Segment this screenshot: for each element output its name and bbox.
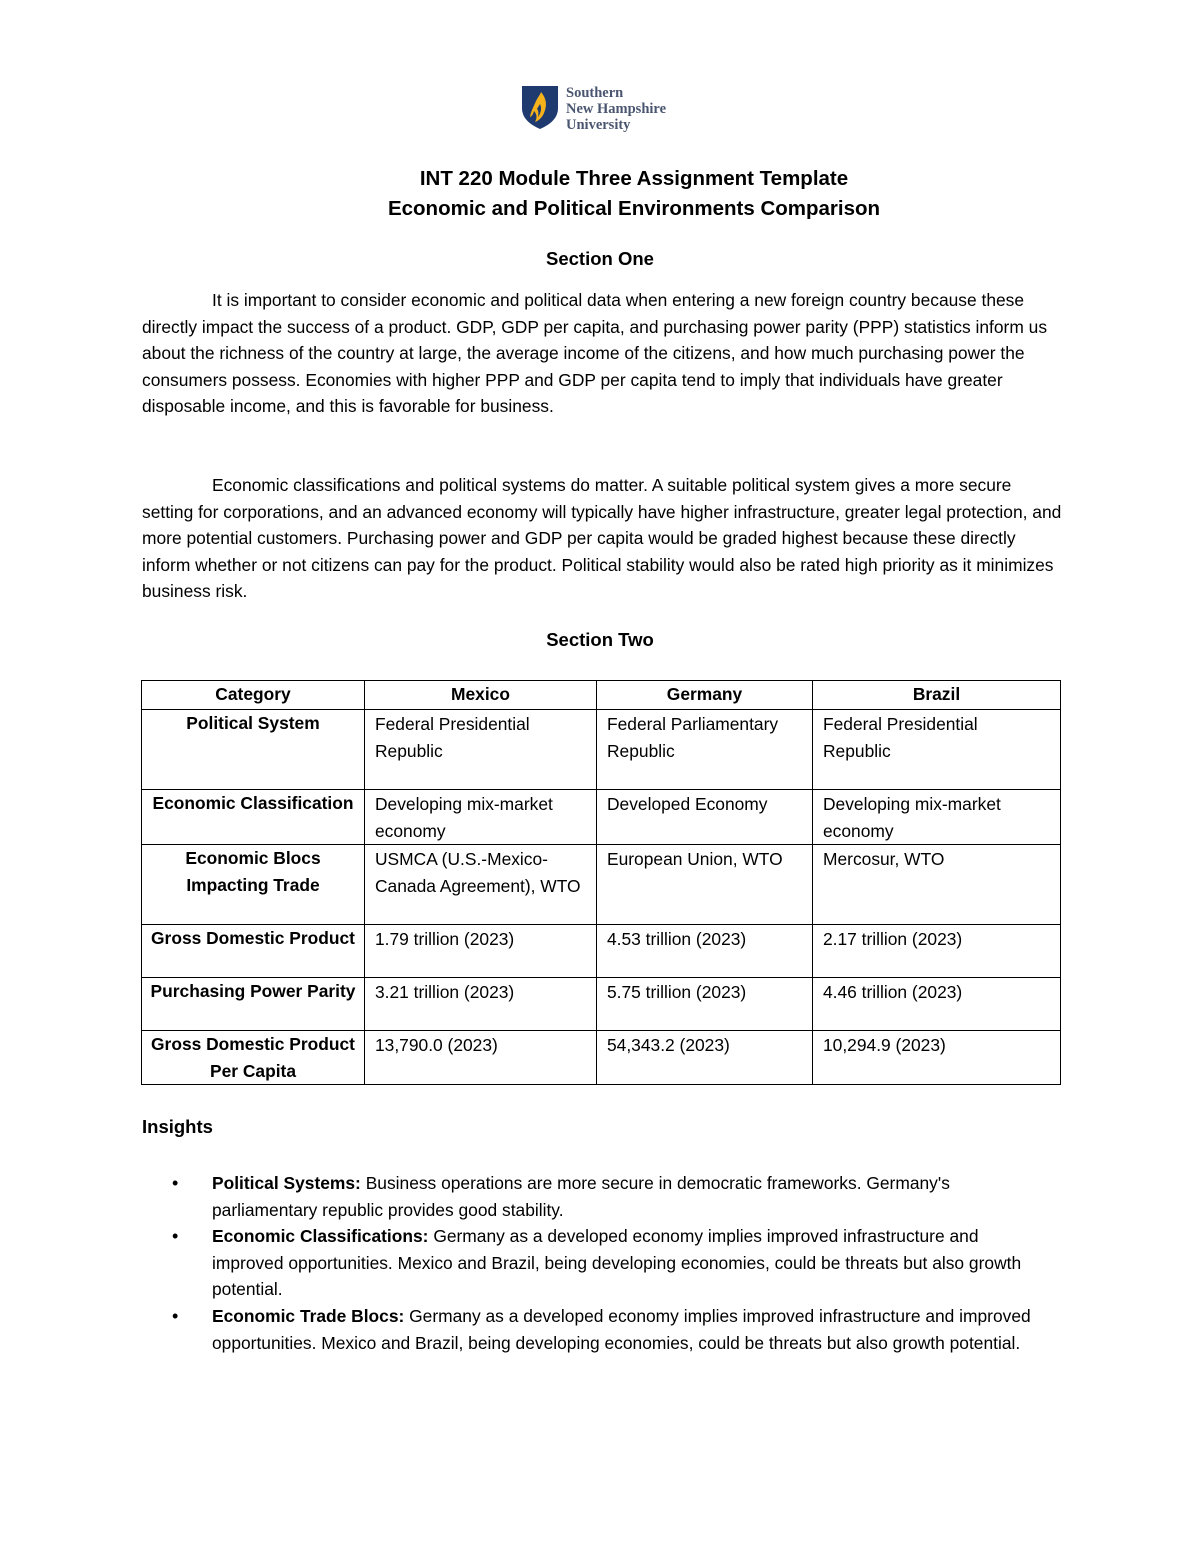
list-item bbox=[142, 1170, 1052, 1223]
insight-text: Business operations are more secure in democratic frameworks. Germany's parliamentary republic provides good stability. bbox=[212, 1173, 950, 1220]
logo-line-2: New Hampshire bbox=[566, 101, 667, 117]
table-row bbox=[142, 925, 1061, 978]
category-cell: Economic Classification bbox=[142, 790, 365, 845]
table-row bbox=[142, 845, 1061, 925]
category-cell: Gross Domestic Product Per Capita bbox=[142, 1031, 365, 1085]
document-title bbox=[0, 164, 1200, 224]
logo-line-1: Southern bbox=[566, 85, 624, 101]
table-header-cell: Mexico bbox=[365, 681, 597, 710]
insight-text: Germany as a developed economy implies improved infrastructure and improved opportunities. Mexico and Brazil, being developing economies, could be threats but also growth potential. bbox=[212, 1226, 1022, 1300]
table-cell: 13,790.0 (2023) bbox=[365, 1031, 597, 1085]
comparison-table bbox=[141, 680, 1061, 1085]
table-header-cell: Brazil bbox=[813, 681, 1061, 710]
insights-list bbox=[142, 1170, 1052, 1356]
table-cell: 1.79 trillion (2023) bbox=[365, 925, 597, 978]
section-one-heading: Section One bbox=[546, 248, 654, 269]
category-cell: Economic Blocs Impacting Trade bbox=[142, 845, 365, 925]
table-row bbox=[142, 790, 1061, 845]
section-one-paragraph-1: It is important to consider economic and political data when entering a new foreign country because these directly impact the success of a product. GDP, GDP per capita, and purchasing power parity (PPP) statistics inform us about the richness of the country at large, the average income of the citizens, and how much purchasing power the consumers possess. Economies with higher PPP and GDP per capita tend to imply that individuals have greater disposable income, and this is favorable for business. bbox=[142, 290, 1048, 417]
section-two-heading: Section Two bbox=[546, 629, 654, 650]
table-header-row bbox=[142, 681, 1061, 710]
university-logo bbox=[520, 84, 666, 133]
category-cell: Gross Domestic Product bbox=[142, 925, 365, 978]
table-cell: Developed Economy bbox=[597, 790, 813, 845]
table-row bbox=[142, 978, 1061, 1031]
table-header-cell: Germany bbox=[597, 681, 813, 710]
table-cell: 2.17 trillion (2023) bbox=[813, 925, 1061, 978]
table-cell: Developing mix-market economy bbox=[813, 790, 1061, 845]
insights-heading: Insights bbox=[142, 1116, 213, 1137]
bullet-icon: • bbox=[172, 1305, 179, 1326]
table-row bbox=[142, 1031, 1061, 1085]
list-item bbox=[142, 1223, 1052, 1303]
table-cell: 5.75 trillion (2023) bbox=[597, 978, 813, 1031]
table-cell: Mercosur, WTO bbox=[813, 845, 1061, 925]
insight-text: Germany as a developed economy implies improved infrastructure and improved opportunities. Mexico and Brazil, being developing economies, could be threats but also growth potential. bbox=[212, 1305, 1031, 1353]
table-cell: 54,343.2 (2023) bbox=[597, 1031, 813, 1085]
insight-label: Economic Trade Blocs: bbox=[212, 1305, 405, 1326]
table-cell: Developing mix-market economy bbox=[365, 790, 597, 845]
list-item bbox=[142, 1303, 1052, 1356]
bullet-icon: • bbox=[172, 1226, 179, 1247]
insight-label: Political Systems: bbox=[212, 1173, 361, 1193]
title-line-2: Economic and Political Environments Comparison bbox=[387, 197, 881, 220]
shield-flame-icon bbox=[520, 84, 560, 130]
table-cell: European Union, WTO bbox=[597, 845, 813, 925]
table-cell: 4.53 trillion (2023) bbox=[597, 925, 813, 978]
section-one-paragraph-2: Economic classifications and political systems do matter. A suitable political system gives a more secure setting for corporations, and an advanced economy will typically have higher infrastructure, greater legal protection, and more potential customers. Purchasing power and GDP per capita would be graded highest because these directly inform whether or not citizens can pay for the product. Political stability would also be rated high priority as it minimizes business risk. bbox=[142, 475, 1062, 602]
table-cell: USMCA (U.S.-Mexico-Canada Agreement), WTO bbox=[365, 845, 597, 925]
table-cell: Federal Parliamentary Republic bbox=[597, 710, 813, 790]
table-row bbox=[142, 710, 1061, 790]
insight-label: Economic Classifications: bbox=[212, 1226, 429, 1247]
logo-wordmark bbox=[566, 85, 666, 133]
bullet-icon: • bbox=[172, 1173, 179, 1193]
category-cell: Purchasing Power Parity bbox=[142, 978, 365, 1031]
table-header-cell: Category bbox=[142, 681, 365, 710]
logo-line-3: University bbox=[566, 117, 631, 133]
table-cell: 4.46 trillion (2023) bbox=[813, 978, 1061, 1031]
table-cell: 10,294.9 (2023) bbox=[813, 1031, 1061, 1085]
table-cell: Federal Presidential Republic bbox=[365, 710, 597, 790]
category-cell: Political System bbox=[142, 710, 365, 790]
table-cell: Federal Presidential Republic bbox=[813, 710, 1061, 790]
title-line-1: INT 220 Module Three Assignment Template bbox=[419, 167, 849, 190]
table-cell: 3.21 trillion (2023) bbox=[365, 978, 597, 1031]
